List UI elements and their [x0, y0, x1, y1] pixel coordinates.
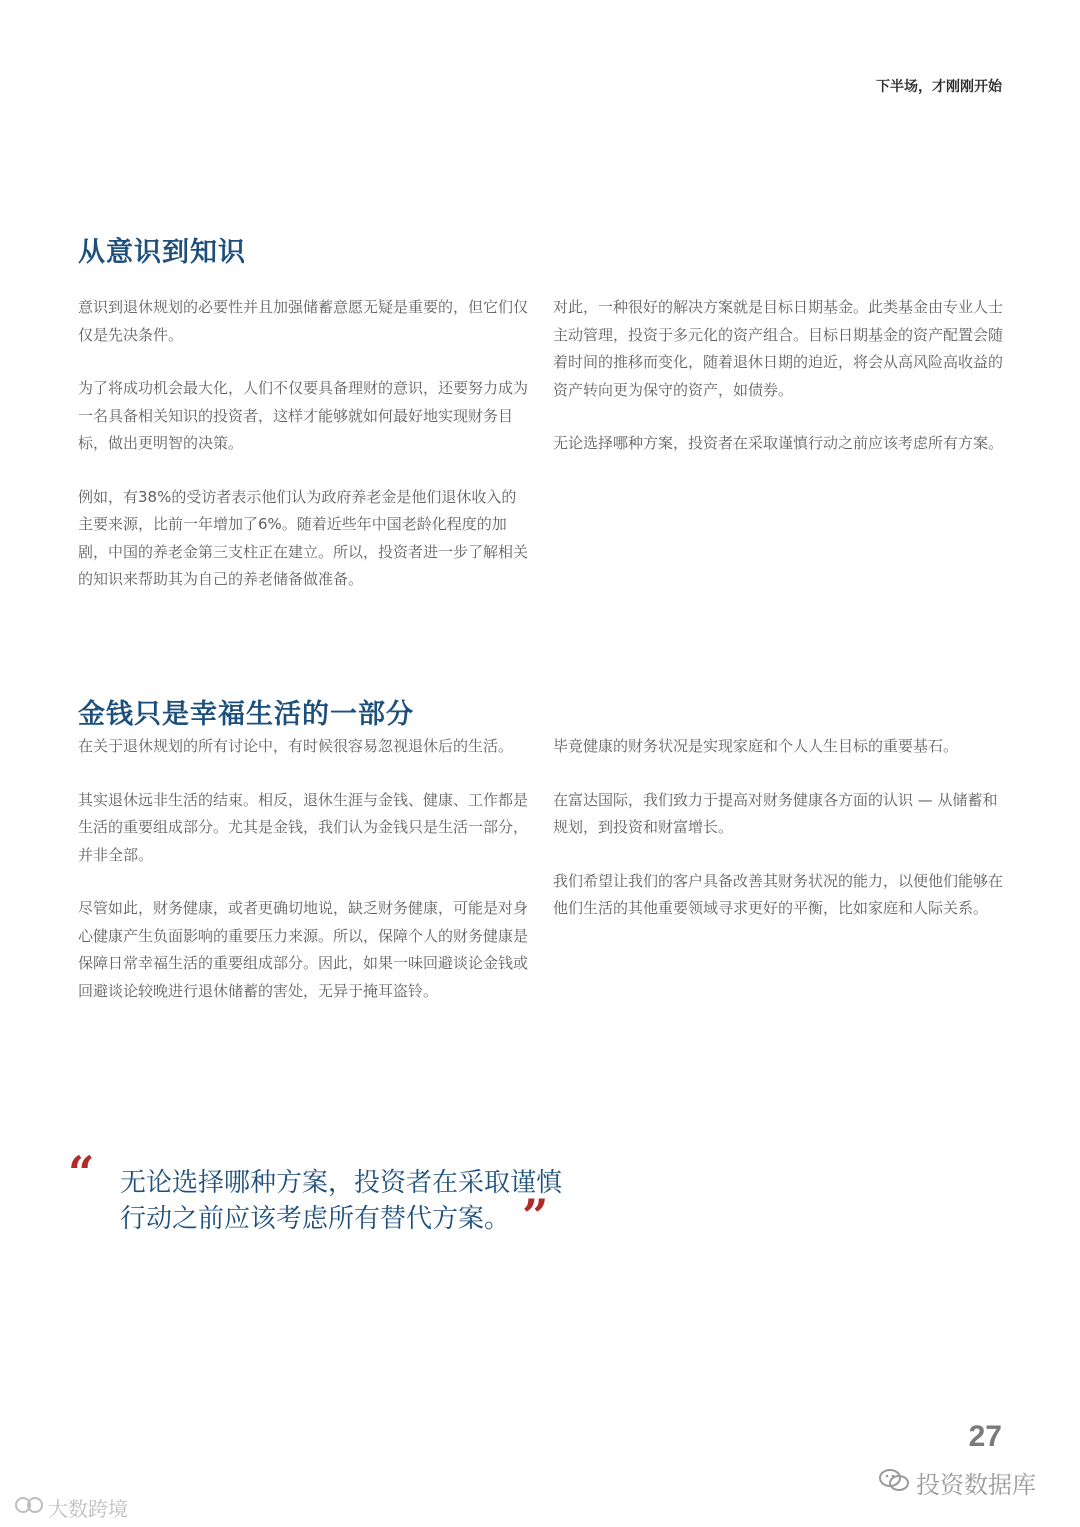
body-paragraph: 尽管如此，财务健康，或者更确切地说，缺乏财务健康，可能是对身心健康产生负面影响的重要压力来源。所以，保障个人的财务健康是保障日常幸福生活的重要组成部分。因此，如果一味回避谈论金钱或回避谈论较晚进行退休储蓄的害处，无异于掩耳盗铃。 — [78, 899, 529, 1000]
body-paragraph: 对此，一种很好的解决方案就是目标日期基金。此类基金由专业人士主动管理，投资于多元化的资产组合。目标日期基金的资产配置会随着时间的推移而变化，随着退休日期的迫近，将会从高风险高收益的资产转向更为保守的资产，如债券。 — [553, 298, 1004, 399]
logo-icon — [14, 1493, 44, 1522]
pull-quote — [120, 1165, 563, 1243]
running-header: 下半场，才刚刚开始 — [876, 79, 1002, 95]
section-heading-awareness: 从意识到知识 — [78, 237, 246, 268]
body-paragraph: 其实退休远非生活的结束。相反，退休生涯与金钱、健康、工作都是生活的重要组成部分。尤其是金钱，我们认为金钱只是生活一部分，并非全部。 — [78, 790, 529, 864]
pull-quote-line2: 行动之前应该考虑所有替代方案。 — [120, 1204, 511, 1234]
pull-quote-line1: 无论选择哪种方案，投资者在采取谨慎 — [120, 1168, 563, 1198]
watermark-cross-border — [14, 1493, 128, 1522]
section1-left-column — [78, 294, 528, 620]
section1-right-column — [553, 294, 1003, 484]
watermark-investment-database — [878, 1465, 1036, 1500]
wechat-icon — [878, 1467, 910, 1499]
body-paragraph: 在关于退休规划的所有讨论中，有时候很容易忽视退休后的生活。 — [78, 737, 514, 755]
body-paragraph: 无论选择哪种方案，投资者在采取谨慎行动之前应该考虑所有方案。 — [553, 434, 1004, 452]
close-quote-mark: ” — [522, 1189, 549, 1243]
body-paragraph: 我们希望让我们的客户具备改善其财务状况的能力，以便他们能够在他们生活的其他重要领域寻求更好的平衡，比如家庭和人际关系。 — [553, 871, 1004, 917]
watermark-right-label: 投资数据库 — [916, 1471, 1036, 1499]
body-paragraph: 例如，有38%的受访者表示他们认为政府养老金是他们退休收入的主要来源，比前一年增加了6%。随着近些年中国老龄化程度的加剧，中国的养老金第三支柱正在建立。所以，投资者进一步了解相关的知识来帮助其为自己的养老储备做准备。 — [78, 487, 529, 588]
body-paragraph: 毕竟健康的财务状况是实现家庭和个人人生目标的重要基石。 — [553, 737, 959, 755]
section-heading-money: 金钱只是幸福生活的一部分 — [78, 699, 414, 730]
body-paragraph: 为了将成功机会最大化，人们不仅要具备理财的意识，还要努力成为一名具备相关知识的投资者，这样才能够就如何最好地实现财务目标，做出更明智的决策。 — [78, 379, 529, 452]
open-quote-mark: “ — [68, 1146, 95, 1200]
section2-left-column — [78, 733, 528, 1031]
section2-right-column — [553, 733, 1003, 949]
page-number: 27 — [968, 1420, 1002, 1453]
body-paragraph: 意识到退休规划的必要性并且加强储蓄意愿无疑是重要的，但它们仅仅是先决条件。 — [78, 298, 529, 344]
watermark-left-label: 大数跨境 — [48, 1497, 128, 1521]
body-paragraph: 在富达国际，我们致力于提高对财务健康各方面的认识 — 从储蓄和规划，到投资和财富增长。 — [553, 790, 998, 836]
